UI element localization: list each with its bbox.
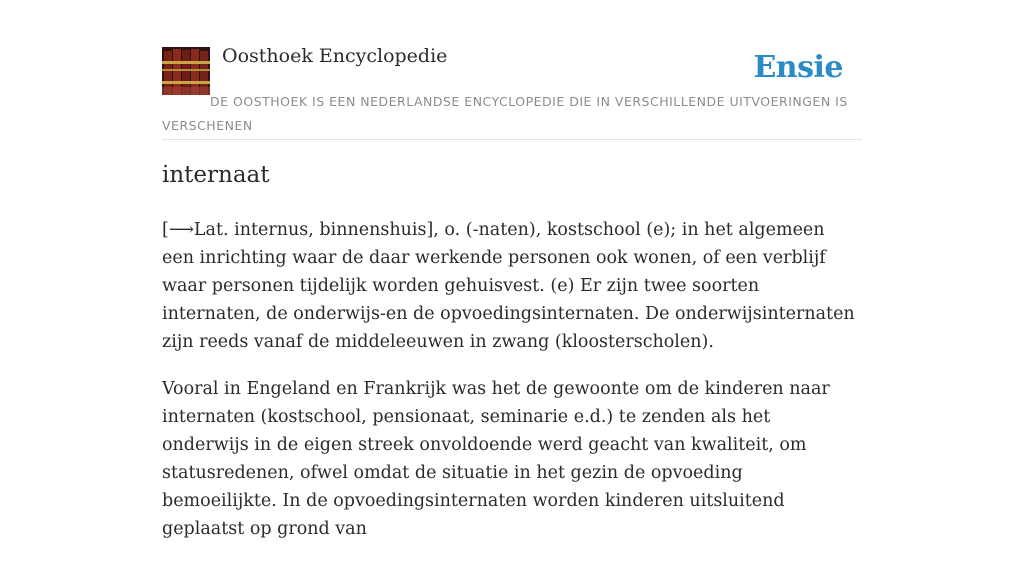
article-paragraph: Vooral in Engeland en Frankrijk was het de gewoonte om de kinderen naar internaten (kostschool, pensionaat, seminarie e.d.) te zenden als het onderwijs in de eigen streek onvoldoende werd geacht van kwaliteit, om statusredenen, ofwel omdat de situatie in het gezin de opvoeding bemoeilijkte. In de opvoedingsinternaten worden kinderen uitsluitend geplaatst op grond van [162, 379, 830, 539]
site-header [162, 0, 862, 140]
article-paragraph: [⟶Lat. internus, binnenshuis], o. (-naten), kostschool (e); in het algemeen een inrichting waar de daar werkende personen ook wonen, of een verblijf waar personen tijdelijk worden gehuisvest. (e) Er zijn twee soorten internaten, de onderwijs-en de opvoedingsinternaten. De onderwijsinternaten zijn reeds vanaf de middeleeuwen in zwang (kloosterscholen). [162, 220, 855, 352]
brand-logo[interactable]: Ensie [753, 50, 843, 85]
article-body [162, 216, 862, 562]
book-spines-icon[interactable] [162, 47, 210, 95]
publication-name[interactable]: Oosthoek Encyclopedie [222, 45, 448, 67]
article-title: internaat [162, 162, 270, 188]
content-column [162, 0, 862, 539]
publication-tagline: DE OOSTHOEK IS EEN NEDERLANDSE ENCYCLOPEDIE DIE IN VERSCHILLENDE UITVOERINGEN IS VERSCHENEN [162, 94, 848, 133]
